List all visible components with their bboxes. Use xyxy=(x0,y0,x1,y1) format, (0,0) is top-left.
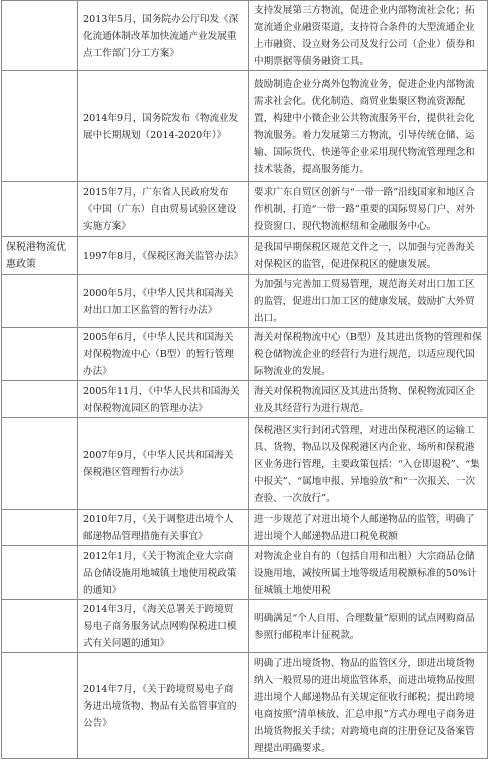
policy-cell: 2005年11月，《中华人民共和国海关对保税物流园区的管理办法》 xyxy=(78,381,249,418)
policy-cell: 2014年9月，国务院发布《物流业发展中长期规划（2014-2020年）》 xyxy=(78,71,249,182)
table-row xyxy=(2,510,488,546)
category-cell-empty xyxy=(2,653,78,759)
policy-cell: 2013年5月，国务院办公厅印发《深化流通体制改革加快流通产业发展重点工作部门分工方案》 xyxy=(78,1,249,71)
policy-cell: 2015年7月，广东省人民政府发布《中国（广东）自由贸易试验区建设实施方案》 xyxy=(78,182,249,237)
category-cell-empty xyxy=(2,381,78,418)
policy-cell: 2014年7月，《关于跨境贸易电子商务进出境货物、物品有关监管事宜的公告》 xyxy=(78,653,249,759)
table-row xyxy=(2,381,488,418)
content-cell: 进一步规范了对进出境个人邮递物品的监管，明确了进出境个人邮递物品进口税免税额 xyxy=(249,510,488,546)
content-cell: 明确了进出境货物、物品的监管区分，即进出境货物纳入一般贸易的进出境监管体系，而进出境物品按照进出境个人邮递物品有关规定征收行邮税；提出跨境电商按照“清单核放、汇总申报”方式办理电子商务进出境货物报关手续；对跨境电商的注册登记及备案管理提出明确要求。 xyxy=(249,653,488,759)
content-cell: 为加强与完善加工贸易管理，规范海关对出口加工区的监管，促进出口加工区的健康发展，鼓励扩大外贸出口。 xyxy=(249,275,488,328)
policy-cell: 2000年5月，《中华人民共和国海关对出口加工区监管的暂行办法》 xyxy=(78,275,249,328)
category-cell-empty xyxy=(2,1,78,71)
table-row xyxy=(2,653,488,759)
category-cell-empty xyxy=(2,182,78,237)
table-row xyxy=(2,237,488,275)
category-cell-empty xyxy=(2,546,78,600)
category-cell-empty xyxy=(2,510,78,546)
content-cell: 对物流企业自有的（包括自用和出租）大宗商品仓储设施用地，减按所属土地等级适用税额标准的50%计征城镇土地使用税 xyxy=(249,546,488,600)
table-row xyxy=(2,275,488,328)
policy-cell: 2005年6月，《中华人民共和国海关对保税物流中心（B型）的暂行管理办法》 xyxy=(78,328,249,381)
table-row xyxy=(2,71,488,182)
table-row xyxy=(2,1,488,71)
content-cell: 要求广东自贸区创新与“一带一路”沿线国家和地区合作机制，打造“一带一路”重要的国际贸易门户、对外投资窗口、现代物流枢纽和金融服务中心。 xyxy=(249,182,488,237)
content-cell: 海关对保税物流中心（B型）及其进出货物的管理和保税仓储物流企业的经营行为进行规范，以适应现代国际物流业的发展。 xyxy=(249,328,488,381)
content-cell: 海关对保税物流园区及其进出货物、保税物流园区企业及其经营行为进行规范。 xyxy=(249,381,488,418)
table-row xyxy=(2,600,488,653)
policy-cell: 2010年7月，《关于调整进出境个人邮递物品管理措施有关事宜》 xyxy=(78,510,249,546)
category-cell-empty xyxy=(2,600,78,653)
table-row xyxy=(2,418,488,510)
policy-cell: 1997年8月，《保税区海关监管办法》 xyxy=(78,237,249,275)
policy-cell: 2014年3月，《海关总署关于跨境贸易电子商务服务试点网购保税进口模式有关问题的通知》 xyxy=(78,600,249,653)
content-cell: 是我国早期保税区规范文件之一，以加强与完善海关对保税区的监管，促进保税区的健康发展。 xyxy=(249,237,488,275)
category-cell xyxy=(2,237,78,275)
policy-cell: 2012年1月，《关于物流企业大宗商品仓储设施用地城镇土地使用税政策的通知》 xyxy=(78,546,249,600)
content-cell: 鼓励制造企业分离外包物流业务，促进企业内部物流需求社会化。优化制造、商贸业集聚区物流资源配置，构建中小微企业公共物流服务平台，提供社会化物流服务。着力发展第三方物流，引导传统仓储、运输、国际货代、快递等企业采用现代物流管理理念和技术装备，提高服务能力。 xyxy=(249,71,488,182)
category-cell-empty xyxy=(2,328,78,381)
table-row xyxy=(2,328,488,381)
category-cell-empty xyxy=(2,275,78,328)
content-cell: 保税港区实行封闭式管理，对进出保税港区的运输工具、货物、物品以及保税港区内企业、场所和保税港区业务进行管理，主要政策包括：“入仓即退税”、“集中报关”、“属地申报、异地验放”和“一次报关、一次查验、一次放行”。 xyxy=(249,418,488,510)
category-cell-empty xyxy=(2,71,78,182)
content-cell: 支持发展第三方物流，促进企业内部物流社会化；拓宽流通企业融资渠道，支持符合条件的大型流通企业上市融资、设立财务公司及发行公司（企业）债券和中期票据等债务融资工具。 xyxy=(249,1,488,71)
category-cell-empty xyxy=(2,418,78,510)
category-label: 保税港物流优惠政策 xyxy=(6,241,66,270)
policy-cell: 2007年9月，《中华人民共和国海关保税港区管理暂行办法》 xyxy=(78,418,249,510)
policy-table xyxy=(1,0,488,759)
content-cell: 明确满足“个人自用、合理数量”原则的试点网购商品参照行邮税率计征税款。 xyxy=(249,600,488,653)
table-row xyxy=(2,182,488,237)
table-row xyxy=(2,546,488,600)
